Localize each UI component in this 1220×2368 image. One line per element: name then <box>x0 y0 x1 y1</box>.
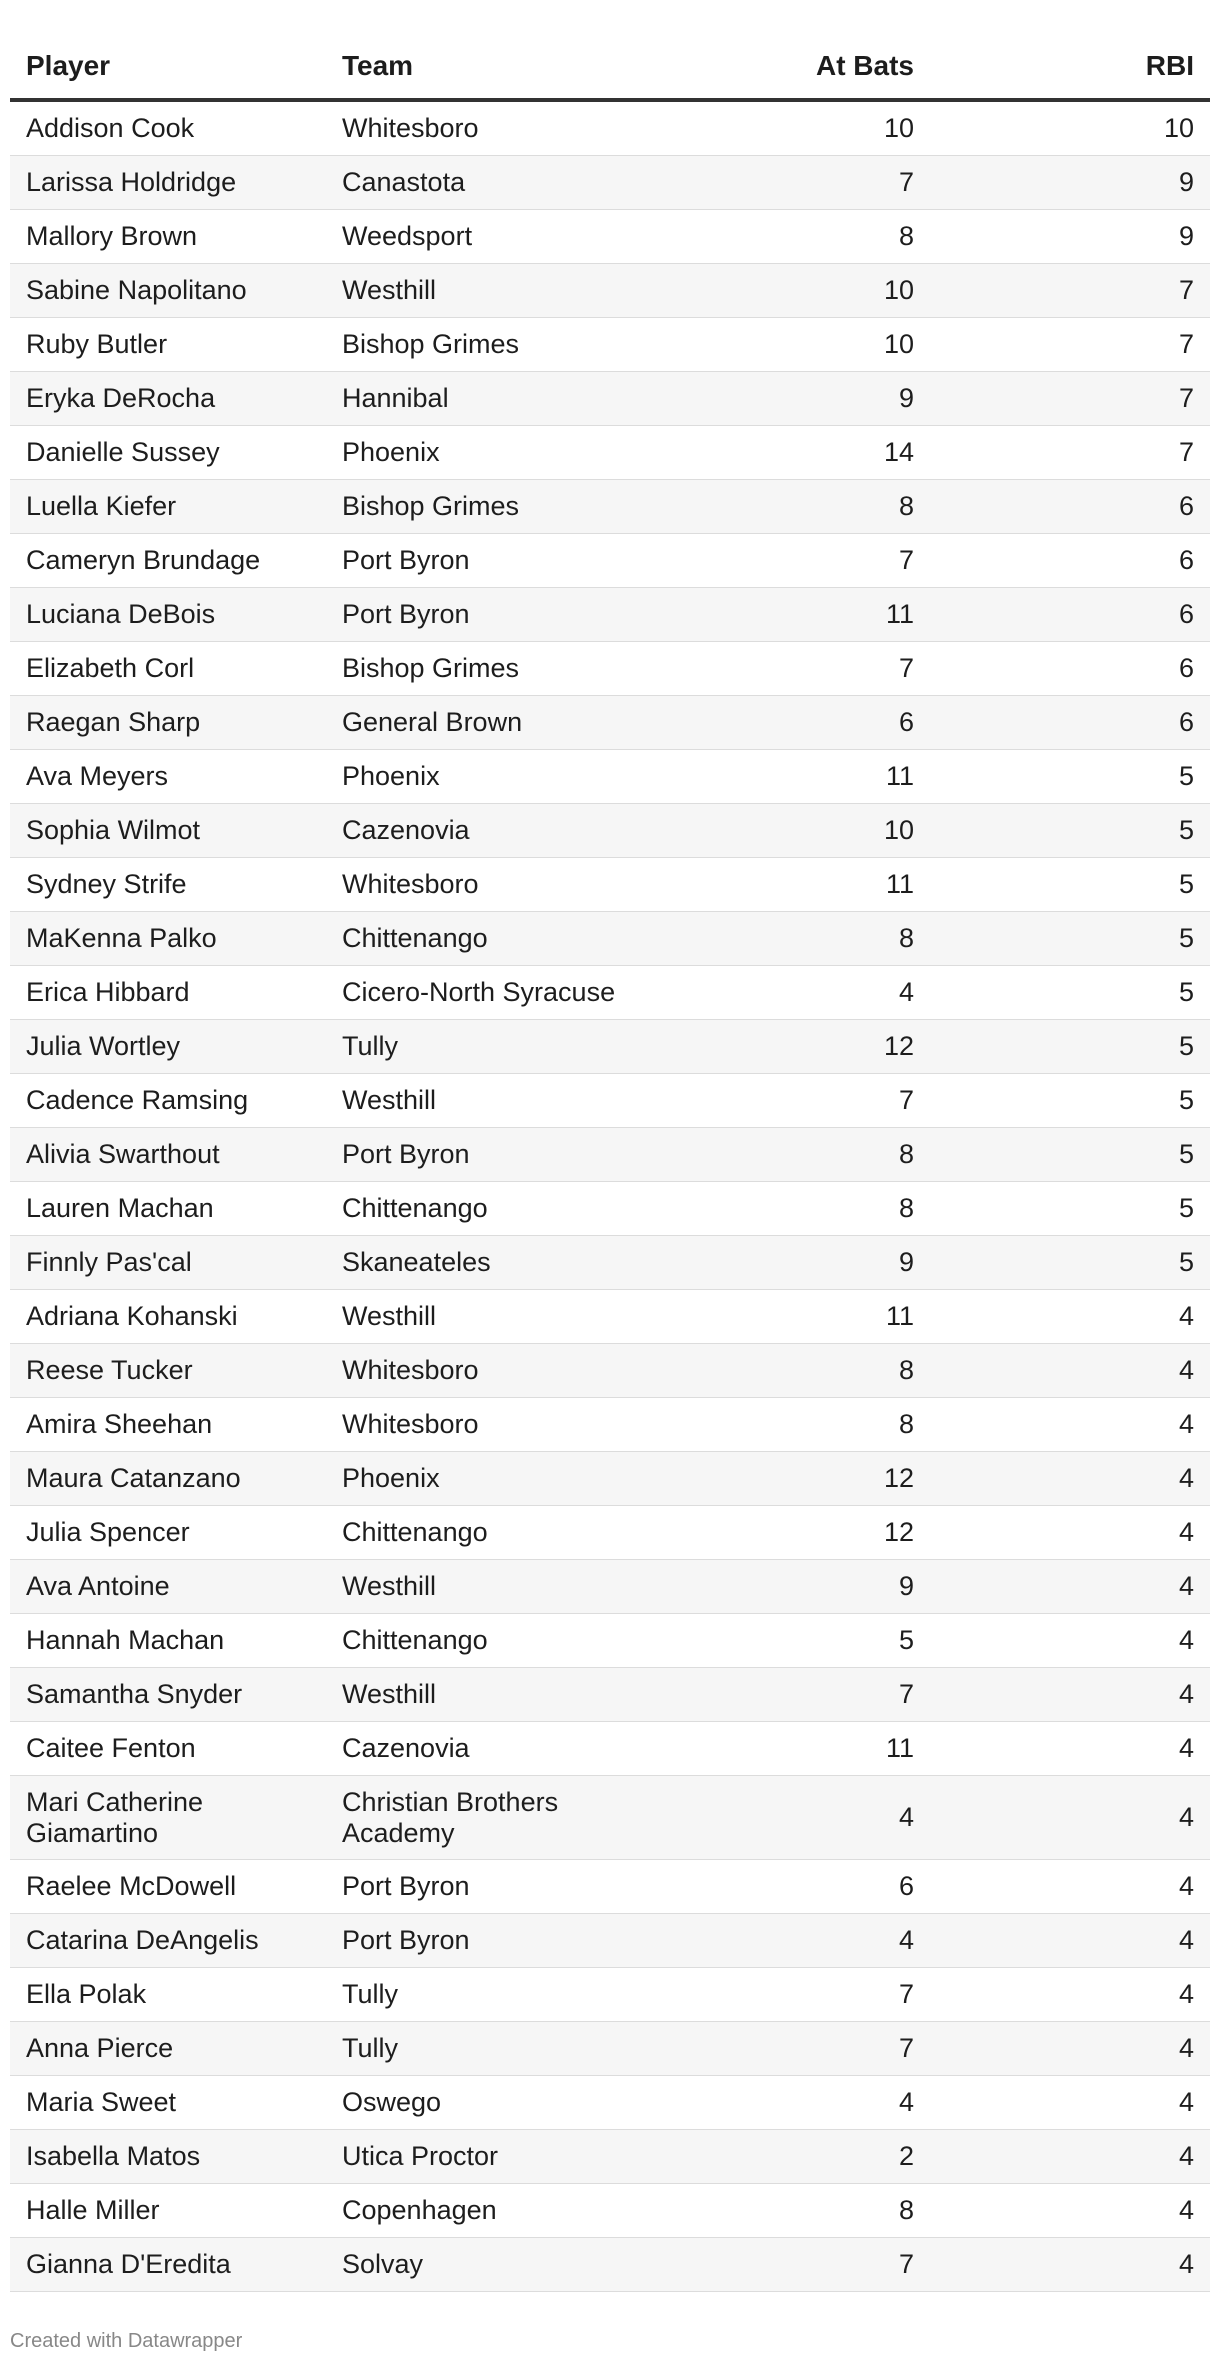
team-cell: General Brown <box>326 696 642 750</box>
rbi-cell: 5 <box>930 1128 1210 1182</box>
table-row <box>10 642 1210 696</box>
rbi-cell: 4 <box>930 1722 1210 1776</box>
rbi-cell: 6 <box>930 696 1210 750</box>
table-row <box>10 1290 1210 1344</box>
team-cell: Chittenango <box>326 1614 642 1668</box>
at-bats-cell: 2 <box>642 2130 930 2184</box>
table-row <box>10 2184 1210 2238</box>
table-row <box>10 1506 1210 1560</box>
team-cell: Cazenovia <box>326 1722 642 1776</box>
at-bats-cell: 14 <box>642 426 930 480</box>
player-cell: MaKenna Palko <box>10 912 326 966</box>
at-bats-cell: 12 <box>642 1506 930 1560</box>
rbi-cell: 4 <box>930 2184 1210 2238</box>
column-header-rbi[interactable]: RBI <box>930 34 1210 100</box>
column-header-at-bats[interactable]: At Bats <box>642 34 930 100</box>
team-cell: Oswego <box>326 2076 642 2130</box>
at-bats-cell: 8 <box>642 2184 930 2238</box>
table-row <box>10 264 1210 318</box>
rbi-cell: 5 <box>930 1182 1210 1236</box>
table-row <box>10 1614 1210 1668</box>
rbi-cell: 10 <box>930 100 1210 156</box>
at-bats-cell: 11 <box>642 1722 930 1776</box>
table-row <box>10 1914 1210 1968</box>
rbi-cell: 4 <box>930 1560 1210 1614</box>
table-row <box>10 156 1210 210</box>
footer-credit: Created with Datawrapper <box>10 2330 243 2352</box>
rbi-cell: 4 <box>930 2130 1210 2184</box>
rbi-cell: 5 <box>930 912 1210 966</box>
table-row <box>10 318 1210 372</box>
team-cell: Canastota <box>326 156 642 210</box>
table-row <box>10 966 1210 1020</box>
table-row <box>10 804 1210 858</box>
player-cell: Ella Polak <box>10 1968 326 2022</box>
table-row <box>10 1236 1210 1290</box>
column-header-player[interactable]: Player <box>10 34 326 100</box>
at-bats-cell: 6 <box>642 696 930 750</box>
player-cell: Anna Pierce <box>10 2022 326 2076</box>
table-row <box>10 1860 1210 1914</box>
player-cell: Samantha Snyder <box>10 1668 326 1722</box>
player-cell: Raelee McDowell <box>10 1860 326 1914</box>
team-cell: Whitesboro <box>326 1344 642 1398</box>
table-row <box>10 2022 1210 2076</box>
at-bats-cell: 10 <box>642 318 930 372</box>
rbi-cell: 4 <box>930 1968 1210 2022</box>
table-row <box>10 372 1210 426</box>
table-row <box>10 1128 1210 1182</box>
at-bats-cell: 8 <box>642 1344 930 1398</box>
at-bats-cell: 7 <box>642 1668 930 1722</box>
rbi-cell: 5 <box>930 1074 1210 1128</box>
table-header <box>10 34 1210 100</box>
player-cell: Cadence Ramsing <box>10 1074 326 1128</box>
table-row <box>10 1344 1210 1398</box>
table-row <box>10 750 1210 804</box>
player-cell: Sabine Napolitano <box>10 264 326 318</box>
player-cell: Julia Wortley <box>10 1020 326 1074</box>
table-row <box>10 1560 1210 1614</box>
player-cell: Raegan Sharp <box>10 696 326 750</box>
team-cell: Tully <box>326 2022 642 2076</box>
at-bats-cell: 7 <box>642 2238 930 2292</box>
team-cell: Solvay <box>326 2238 642 2292</box>
player-cell: Caitee Fenton <box>10 1722 326 1776</box>
table-row <box>10 2076 1210 2130</box>
team-cell: Hannibal <box>326 372 642 426</box>
rbi-cell: 6 <box>930 642 1210 696</box>
team-cell: Christian Brothers Academy <box>326 1776 642 1860</box>
at-bats-cell: 11 <box>642 588 930 642</box>
player-cell: Sydney Strife <box>10 858 326 912</box>
player-cell: Halle Miller <box>10 2184 326 2238</box>
at-bats-cell: 7 <box>642 534 930 588</box>
table-row <box>10 100 1210 156</box>
at-bats-cell: 4 <box>642 966 930 1020</box>
stats-table <box>10 34 1210 2292</box>
table-row <box>10 1020 1210 1074</box>
at-bats-cell: 8 <box>642 1128 930 1182</box>
player-cell: Isabella Matos <box>10 2130 326 2184</box>
at-bats-cell: 10 <box>642 100 930 156</box>
rbi-cell: 7 <box>930 264 1210 318</box>
rbi-cell: 4 <box>930 2076 1210 2130</box>
team-cell: Weedsport <box>326 210 642 264</box>
player-cell: Hannah Machan <box>10 1614 326 1668</box>
player-cell: Erica Hibbard <box>10 966 326 1020</box>
table-row <box>10 1722 1210 1776</box>
team-cell: Westhill <box>326 1668 642 1722</box>
at-bats-cell: 8 <box>642 912 930 966</box>
at-bats-cell: 10 <box>642 804 930 858</box>
player-cell: Luella Kiefer <box>10 480 326 534</box>
rbi-cell: 4 <box>930 2238 1210 2292</box>
player-cell: Larissa Holdridge <box>10 156 326 210</box>
team-cell: Whitesboro <box>326 1398 642 1452</box>
rbi-cell: 7 <box>930 318 1210 372</box>
player-cell: Adriana Kohanski <box>10 1290 326 1344</box>
team-cell: Westhill <box>326 264 642 318</box>
at-bats-cell: 7 <box>642 1074 930 1128</box>
table-row <box>10 1398 1210 1452</box>
rbi-cell: 4 <box>930 2022 1210 2076</box>
player-cell: Elizabeth Corl <box>10 642 326 696</box>
rbi-cell: 4 <box>930 1614 1210 1668</box>
at-bats-cell: 8 <box>642 480 930 534</box>
team-cell: Cicero-North Syracuse <box>326 966 642 1020</box>
team-cell: Phoenix <box>326 1452 642 1506</box>
table-row <box>10 912 1210 966</box>
rbi-cell: 7 <box>930 372 1210 426</box>
at-bats-cell: 11 <box>642 750 930 804</box>
player-cell: Cameryn Brundage <box>10 534 326 588</box>
team-cell: Phoenix <box>326 426 642 480</box>
table-row <box>10 210 1210 264</box>
team-cell: Port Byron <box>326 1914 642 1968</box>
rbi-cell: 9 <box>930 210 1210 264</box>
rbi-cell: 4 <box>930 1860 1210 1914</box>
team-cell: Copenhagen <box>326 2184 642 2238</box>
rbi-cell: 5 <box>930 804 1210 858</box>
rbi-cell: 5 <box>930 1020 1210 1074</box>
at-bats-cell: 7 <box>642 2022 930 2076</box>
team-cell: Cazenovia <box>326 804 642 858</box>
header-row <box>10 34 1210 100</box>
player-cell: Mari Catherine Giamartino <box>10 1776 326 1860</box>
team-cell: Whitesboro <box>326 100 642 156</box>
rbi-cell: 5 <box>930 1236 1210 1290</box>
at-bats-cell: 4 <box>642 1776 930 1860</box>
rbi-cell: 7 <box>930 426 1210 480</box>
team-cell: Bishop Grimes <box>326 642 642 696</box>
table-row <box>10 1074 1210 1128</box>
table-row <box>10 534 1210 588</box>
table-row <box>10 2130 1210 2184</box>
team-cell: Skaneateles <box>326 1236 642 1290</box>
at-bats-cell: 7 <box>642 156 930 210</box>
player-cell: Gianna D'Eredita <box>10 2238 326 2292</box>
team-cell: Port Byron <box>326 1128 642 1182</box>
at-bats-cell: 10 <box>642 264 930 318</box>
team-cell: Whitesboro <box>326 858 642 912</box>
rbi-cell: 4 <box>930 1506 1210 1560</box>
at-bats-cell: 8 <box>642 1182 930 1236</box>
player-cell: Amira Sheehan <box>10 1398 326 1452</box>
team-cell: Bishop Grimes <box>326 318 642 372</box>
table-row <box>10 1182 1210 1236</box>
team-cell: Tully <box>326 1968 642 2022</box>
rbi-cell: 6 <box>930 480 1210 534</box>
player-cell: Mallory Brown <box>10 210 326 264</box>
rbi-cell: 5 <box>930 750 1210 804</box>
at-bats-cell: 9 <box>642 1236 930 1290</box>
team-cell: Port Byron <box>326 1860 642 1914</box>
at-bats-cell: 8 <box>642 1398 930 1452</box>
team-cell: Port Byron <box>326 534 642 588</box>
player-cell: Lauren Machan <box>10 1182 326 1236</box>
team-cell: Utica Proctor <box>326 2130 642 2184</box>
at-bats-cell: 11 <box>642 1290 930 1344</box>
table-row <box>10 696 1210 750</box>
table-row <box>10 426 1210 480</box>
team-cell: Westhill <box>326 1290 642 1344</box>
at-bats-cell: 11 <box>642 858 930 912</box>
player-cell: Alivia Swarthout <box>10 1128 326 1182</box>
team-cell: Chittenango <box>326 912 642 966</box>
at-bats-cell: 7 <box>642 1968 930 2022</box>
table-row <box>10 2238 1210 2292</box>
team-cell: Chittenango <box>326 1506 642 1560</box>
at-bats-cell: 4 <box>642 2076 930 2130</box>
rbi-cell: 6 <box>930 588 1210 642</box>
rbi-cell: 5 <box>930 966 1210 1020</box>
table-row <box>10 1776 1210 1860</box>
at-bats-cell: 6 <box>642 1860 930 1914</box>
rbi-cell: 5 <box>930 858 1210 912</box>
player-cell: Sophia Wilmot <box>10 804 326 858</box>
at-bats-cell: 8 <box>642 210 930 264</box>
team-cell: Westhill <box>326 1074 642 1128</box>
table-row <box>10 1968 1210 2022</box>
at-bats-cell: 4 <box>642 1914 930 1968</box>
player-cell: Ruby Butler <box>10 318 326 372</box>
team-cell: Westhill <box>326 1560 642 1614</box>
player-cell: Ava Antoine <box>10 1560 326 1614</box>
table-row <box>10 588 1210 642</box>
player-cell: Luciana DeBois <box>10 588 326 642</box>
player-cell: Maura Catanzano <box>10 1452 326 1506</box>
rbi-cell: 4 <box>930 1344 1210 1398</box>
at-bats-cell: 7 <box>642 642 930 696</box>
at-bats-cell: 12 <box>642 1452 930 1506</box>
column-header-team[interactable]: Team <box>326 34 642 100</box>
player-cell: Finnly Pas'cal <box>10 1236 326 1290</box>
rbi-cell: 6 <box>930 534 1210 588</box>
rbi-cell: 4 <box>930 1668 1210 1722</box>
rbi-cell: 4 <box>930 1776 1210 1860</box>
at-bats-cell: 5 <box>642 1614 930 1668</box>
rbi-cell: 4 <box>930 1398 1210 1452</box>
rbi-cell: 4 <box>930 1290 1210 1344</box>
rbi-cell: 9 <box>930 156 1210 210</box>
player-cell: Eryka DeRocha <box>10 372 326 426</box>
team-cell: Port Byron <box>326 588 642 642</box>
player-cell: Ava Meyers <box>10 750 326 804</box>
team-cell: Phoenix <box>326 750 642 804</box>
rbi-cell: 4 <box>930 1914 1210 1968</box>
rbi-cell: 4 <box>930 1452 1210 1506</box>
player-cell: Julia Spencer <box>10 1506 326 1560</box>
player-cell: Maria Sweet <box>10 2076 326 2130</box>
at-bats-cell: 9 <box>642 1560 930 1614</box>
table-row <box>10 1452 1210 1506</box>
table-row <box>10 480 1210 534</box>
team-cell: Bishop Grimes <box>326 480 642 534</box>
at-bats-cell: 12 <box>642 1020 930 1074</box>
table-body <box>10 100 1210 2292</box>
at-bats-cell: 9 <box>642 372 930 426</box>
player-cell: Catarina DeAngelis <box>10 1914 326 1968</box>
player-cell: Reese Tucker <box>10 1344 326 1398</box>
player-cell: Addison Cook <box>10 100 326 156</box>
team-cell: Chittenango <box>326 1182 642 1236</box>
table-row <box>10 1668 1210 1722</box>
player-cell: Danielle Sussey <box>10 426 326 480</box>
team-cell: Tully <box>326 1020 642 1074</box>
table-row <box>10 858 1210 912</box>
